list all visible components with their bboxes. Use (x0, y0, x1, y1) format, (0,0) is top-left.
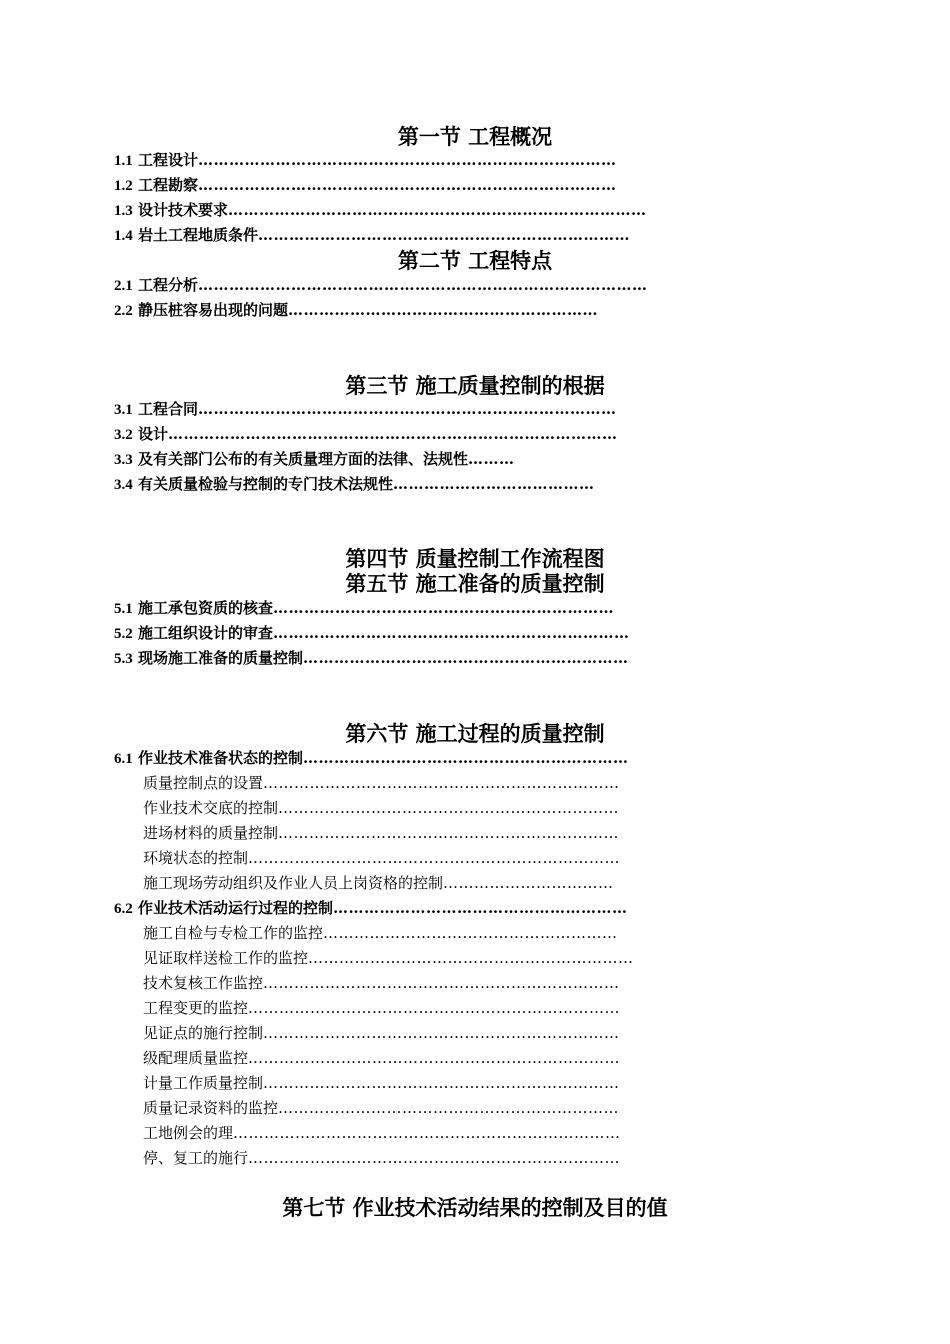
section-6-title: 第六节 施工过程的质量控制 (345, 721, 605, 746)
toc-subentry[interactable]: 见证点的施行控制…………………………………………………………… (143, 1024, 620, 1042)
toc-subentry[interactable]: 施工现场劳动组织及作业人员上岗资格的控制…………………………… (143, 874, 614, 892)
toc-entry-1-4[interactable]: 1.4 岩土工程地质条件……………………………………………………………… (114, 226, 630, 244)
toc-entry-5-3[interactable]: 5.3 现场施工准备的质量控制……………………………………………………… (114, 649, 629, 667)
toc-entry-1-2[interactable]: 1.2 工程勘察……………………………………………………………………… (114, 176, 617, 194)
toc-subentry[interactable]: 见证取样送检工作的监控……………………………………………………… (143, 949, 634, 967)
toc-subentry[interactable]: 技术复核工作监控…………………………………………………………… (143, 974, 620, 992)
toc-subentry[interactable]: 进场材料的质量控制………………………………………………………… (143, 824, 620, 842)
section-2-title: 第二节 工程特点 (397, 248, 553, 273)
toc-entry-6-2[interactable]: 6.2 作业技术活动运行过程的控制………………………………………………… (114, 899, 628, 917)
toc-entry-1-1[interactable]: 1.1 工程设计……………………………………………………………………… (114, 151, 617, 169)
toc-subentry[interactable]: 施工自检与专检工作的监控………………………………………………… (143, 924, 618, 942)
section-7-title: 第七节 作业技术活动结果的控制及目的值 (282, 1195, 668, 1220)
toc-subentry[interactable]: 环境状态的控制……………………………………………………………… (143, 849, 621, 867)
toc-entry-2-2[interactable]: 2.2 静压桩容易出现的问题…………………………………………………… (114, 301, 598, 319)
toc-entry-2-1[interactable]: 2.1 工程分析…………………………………………………………………………… (114, 276, 648, 294)
toc-entry-3-2[interactable]: 3.2 设计…………………………………………………………………………… (114, 425, 618, 443)
toc-subentry[interactable]: 级配理质量监控……………………………………………………………… (143, 1049, 621, 1067)
toc-subentry[interactable]: 作业技术交底的控制………………………………………………………… (143, 799, 620, 817)
toc-subentry[interactable]: 工程变更的监控……………………………………………………………… (143, 999, 621, 1017)
section-5-title: 第五节 施工准备的质量控制 (345, 571, 605, 596)
toc-subentry[interactable]: 质量控制点的设置…………………………………………………………… (143, 774, 620, 792)
toc-entry-3-4[interactable]: 3.4 有关质量检验与控制的专门技术法规性………………………………… (114, 475, 595, 493)
toc-subentry[interactable]: 计量工作质量控制…………………………………………………………… (143, 1074, 620, 1092)
toc-subentry[interactable]: 质量记录资料的监控………………………………………………………… (143, 1099, 620, 1117)
toc-entry-3-1[interactable]: 3.1 工程合同……………………………………………………………………… (114, 400, 617, 418)
toc-entry-6-1[interactable]: 6.1 作业技术准备状态的控制……………………………………………………… (114, 749, 629, 767)
toc-entry-5-2[interactable]: 5.2 施工组织设计的审查…………………………………………………………… (114, 624, 630, 642)
toc-entry-1-3[interactable]: 1.3 设计技术要求……………………………………………………………………… (114, 201, 647, 219)
section-1-title: 第一节 工程概况 (397, 124, 553, 149)
toc-subentry[interactable]: 停、复工的施行……………………………………………………………… (143, 1149, 621, 1167)
section-4-title: 第四节 质量控制工作流程图 (345, 546, 605, 571)
toc-subentry[interactable]: 工地例会的理………………………………………………………………… (143, 1124, 621, 1142)
toc-entry-3-3[interactable]: 3.3 及有关部门公布的有关质量理方面的法律、法规性……… (114, 450, 515, 468)
toc-entry-5-1[interactable]: 5.1 施工承包资质的核查………………………………………………………… (114, 599, 614, 617)
section-3-title: 第三节 施工质量控制的根据 (345, 373, 605, 398)
